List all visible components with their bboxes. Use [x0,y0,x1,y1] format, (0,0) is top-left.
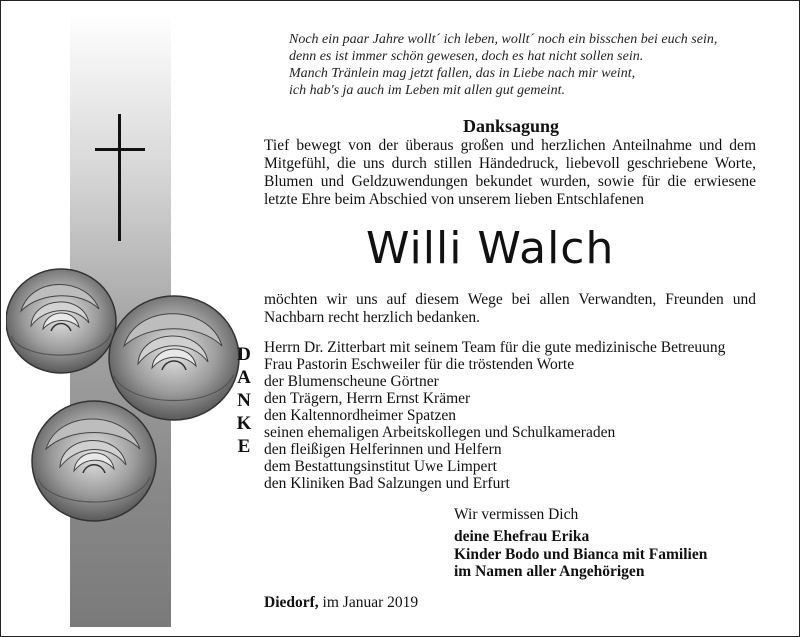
thanks-list-item: den Trägern, Herrn Ernst Krämer [264,390,471,407]
deceased-name: Willi Walch [366,223,615,274]
danke-letter: N [237,390,251,411]
thanks-list-item: Herrn Dr. Zitterbart mit seinem Team für die gute medizinische Betreuung [264,339,726,356]
intro-paragraph: Tief bewegt von der überaus großen und herzlichen Anteilnahme und dem Mitgefühl, die uns durch stillen Händedruck, liebevoll geschriebene Worte, Blumen und Geldzuwendungen bekundet wurden, sowie für die erwiesene letzte Ehre beim Abschied von unserem lieben Entschlafenen [264,137,756,208]
thanks-list-item: der Blumenscheune Görtner [264,373,439,390]
thanks-paragraph: möchten wir uns auf diesem Wege bei allen Verwandten, Freunden und Nachbarn recht herzlich bedanken. [264,291,756,326]
cross-icon [95,114,145,241]
date: im Januar 2019 [322,594,419,611]
signature-line: Kinder Bodo und Bianca mit Familien [454,545,708,563]
thanks-list-item: Frau Pastorin Eschweiler für die tröstenden Worte [264,356,575,373]
danke-letter: D [237,344,251,365]
heading: Danksagung [462,116,560,136]
danke-letter: E [237,436,251,457]
poem-line: Noch ein paar Jahre wollt´ ich leben, wollt´ noch ein bisschen bei euch sein, [289,32,718,47]
poem-line: denn es ist immer schön gewesen, doch es hat nicht sollen sein. [289,49,644,64]
thanks-list-item: dem Bestattungsinstitut Uwe Limpert [264,458,497,475]
poem-line: Manch Tränlein mag jetzt fallen, das in Liebe nach mir weint, [289,66,636,81]
poem [289,31,789,99]
place: Diedorf, [264,594,319,611]
thanks-list-item: den Kliniken Bad Salzungen und Erfurt [264,475,510,492]
thanks-list-item: den fleißigen Helferinnen und Helfern [264,441,502,458]
signatures [454,528,707,581]
place-date [264,594,418,612]
danke-letter: A [237,367,251,388]
poem-line: ich hab's ja auch im Leben mit allen gut gemeint. [289,83,565,98]
danke-vertical-text [229,343,259,458]
signature-line: deine Ehefrau Erika [454,528,590,545]
roses-image [6,263,241,525]
thanks-list-item: seinen ehemaligen Arbeitskollegen und Schulkameraden [264,424,616,441]
thanks-list [264,339,764,492]
signature-line: im Namen aller Angehörigen [454,563,645,580]
thanks-list-item: den Kaltennordheimer Spatzen [264,407,456,424]
closing-line: Wir vermissen Dich [454,506,579,523]
danke-letter: K [236,413,252,434]
